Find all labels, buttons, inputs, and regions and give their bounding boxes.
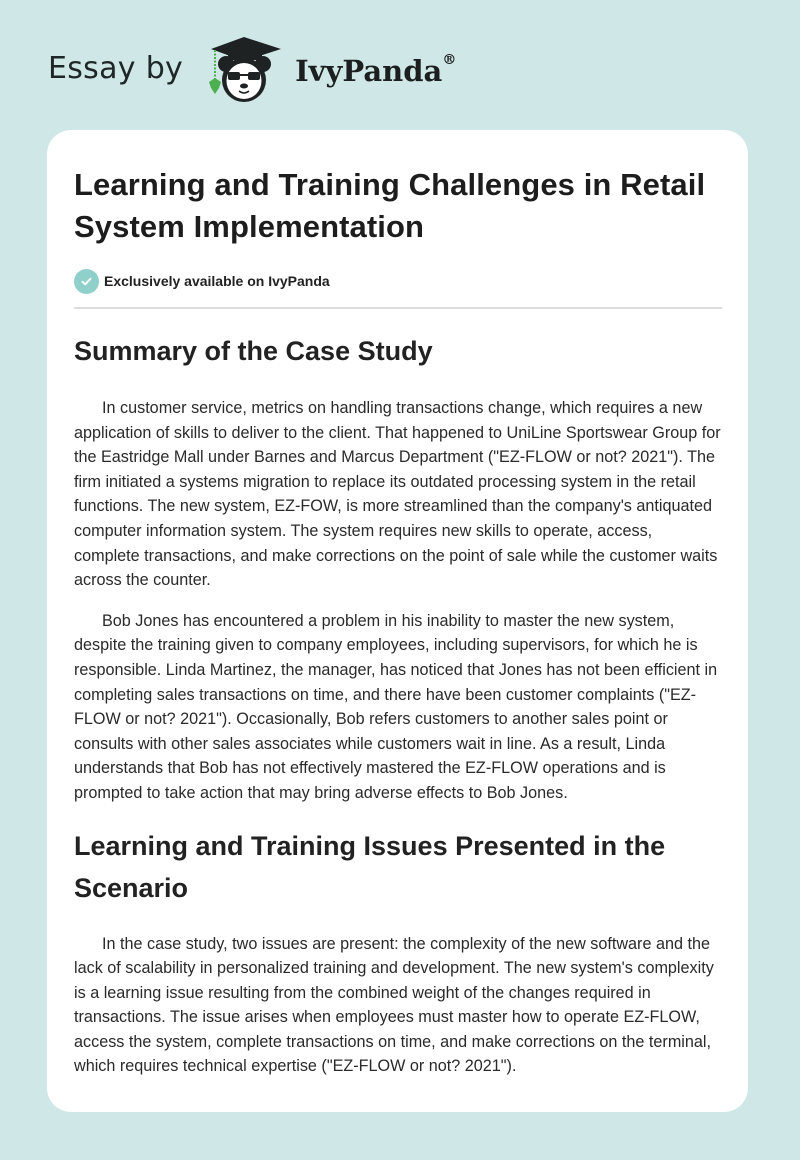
- brand-prefix: Essay by: [48, 50, 184, 86]
- exclusive-badge: [74, 268, 722, 294]
- badge-text: Exclusively available on IvyPanda: [104, 273, 330, 289]
- article-title: Learning and Training Challenges in Retail System Implementation: [74, 167, 706, 244]
- registered-mark: ®: [442, 52, 457, 68]
- brand-name[interactable]: IvyPanda®: [295, 52, 457, 88]
- paragraph: In the case study, two issues are present: the complexity of the new software and the lack of scalability in personalized training and development. The new system's complexity is a learning issue resulting from the combined weight of the changes required in transactions. The issue arises when employees must master how to operate EZ-FLOW, access the system, complete transactions on time, and make corrections on the terminal, which requires technical expertise ("EZ-FLOW or not? 2021").: [74, 934, 714, 1076]
- section-heading-issues: Learning and Training Issues Presented in the Scenario: [74, 830, 666, 903]
- panda-logo-icon[interactable]: [201, 34, 287, 106]
- paragraph: In customer service, metrics on handling transactions change, which requires a new application of skills to deliver to the client. That happened to UniLine Sportswear Group for the Eastridge Mall under Barnes and Marcus Department ("EZ-FLOW or not? 2021"). The firm initiated a systems migration to replace its outdated processing system in the retail functions. The new system, EZ-FOW, is more streamlined than the company's antiquated computer information system. The system requires new skills to operate, access, complete transactions, and make corrections on the point of sale while the customer waits across the counter.: [74, 399, 721, 590]
- brand-header: [48, 34, 456, 106]
- check-circle-icon: [74, 269, 99, 294]
- title-divider: [74, 307, 722, 309]
- article-card: [47, 130, 748, 1112]
- paragraph: Bob Jones has encountered a problem in his inability to master the new system, despite the training given to company employees, including supervisors, for which he is responsible. Linda Martinez, the manager, has noticed that Jones has not been efficient in completing sales transactions on time, and there have been customer complaints ("EZ-FLOW or not? 2021"). Occasionally, Bob refers customers to another sales point or consults with other sales associates while customers wait in line. As a result, Linda understands that Bob has not effectively mastered the EZ-FLOW operations and is prompted to take action that may bring adverse effects to Bob Jones.: [74, 611, 718, 802]
- section-heading-summary: Summary of the Case Study: [74, 336, 433, 366]
